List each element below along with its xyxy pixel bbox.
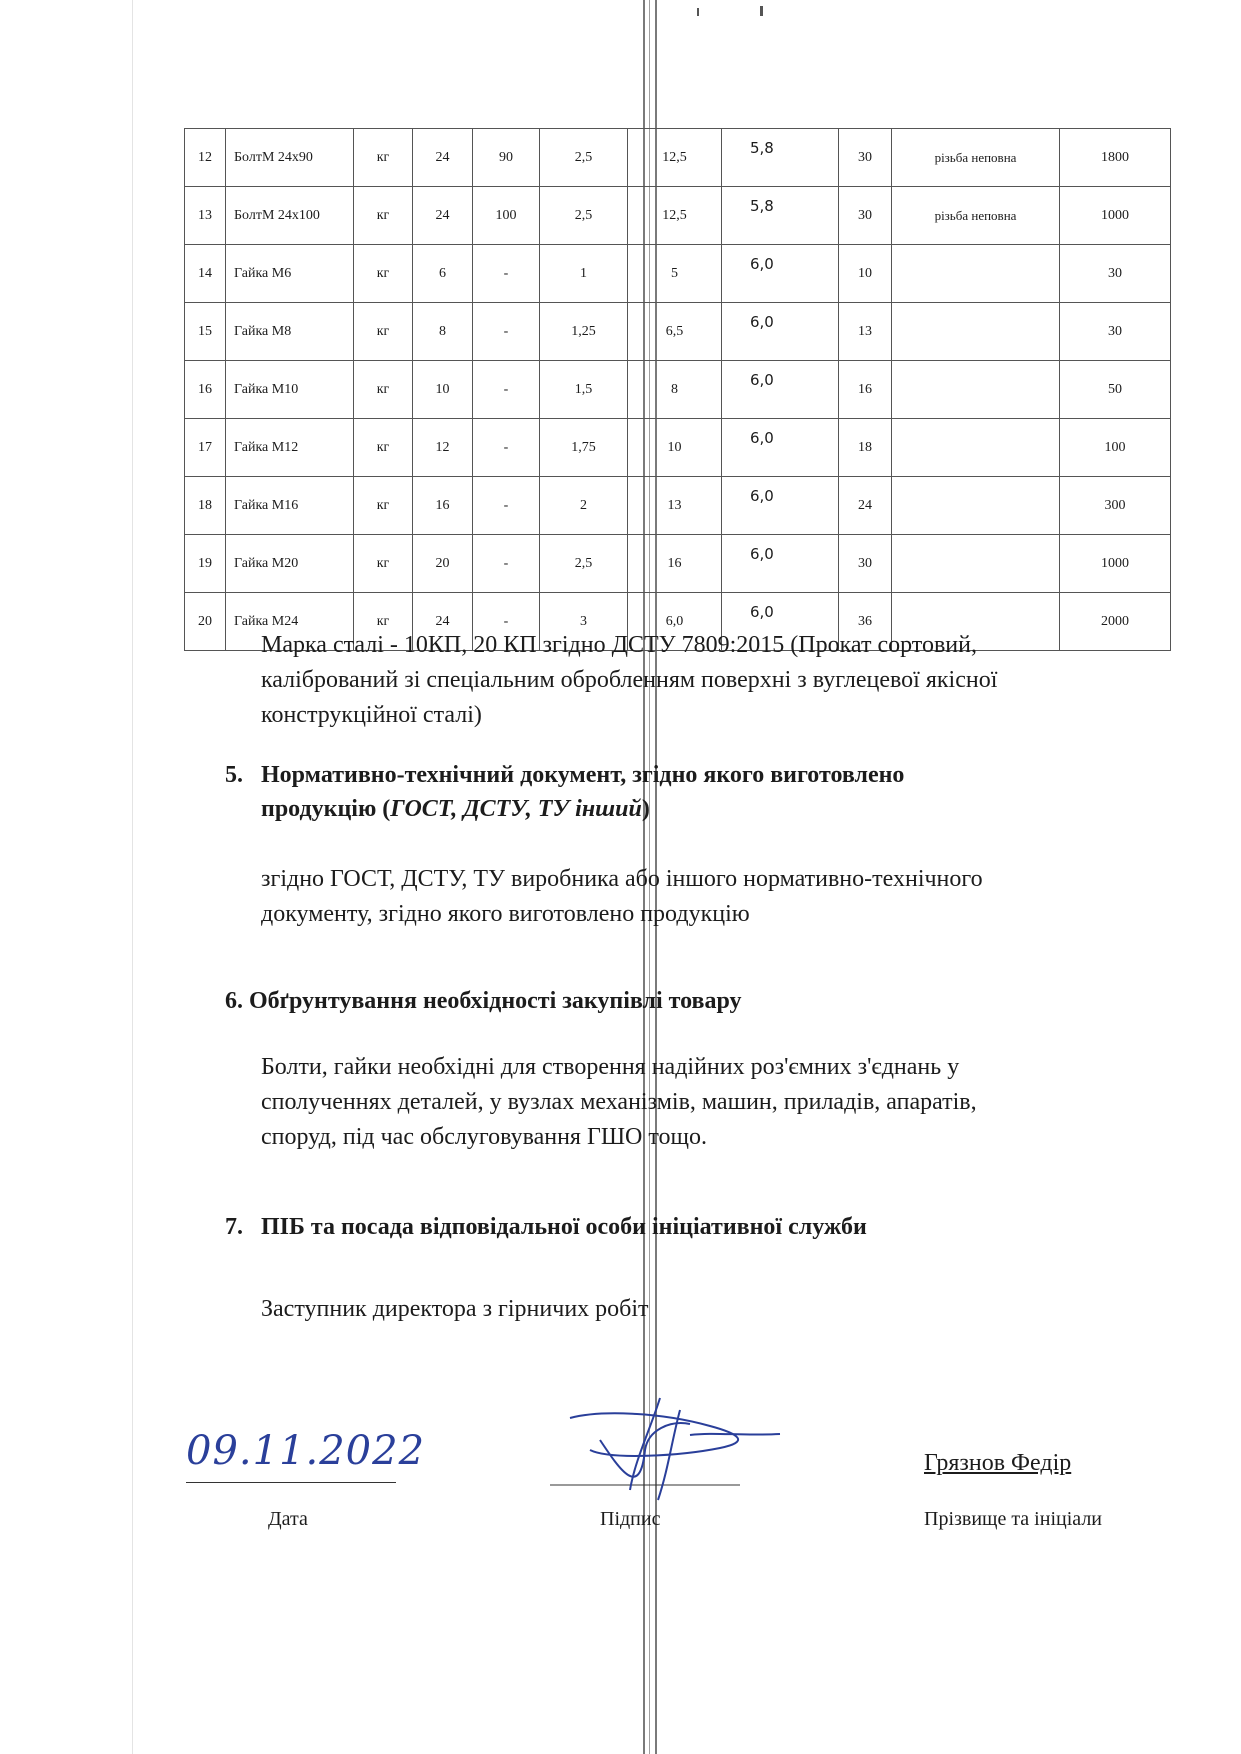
cell-note bbox=[892, 361, 1060, 419]
body-line: споруд, під час обслуговування ГШО тощо. bbox=[261, 1124, 708, 1150]
cell-head: 12,5 bbox=[628, 129, 722, 187]
cell-name: БолтМ 24х90 bbox=[226, 129, 354, 187]
cell-len: - bbox=[473, 593, 540, 651]
table-row bbox=[185, 187, 1171, 245]
cell-len: - bbox=[473, 303, 540, 361]
cell-unit: кг bbox=[354, 593, 413, 651]
cell-qty: 30 bbox=[1060, 303, 1171, 361]
cell-note bbox=[892, 535, 1060, 593]
cell-no: 16 bbox=[185, 361, 226, 419]
cell-strength: 6,0 bbox=[722, 245, 839, 303]
cell-qty: 100 bbox=[1060, 419, 1171, 477]
cell-pitch: 3 bbox=[540, 593, 628, 651]
cell-pitch: 2,5 bbox=[540, 129, 628, 187]
cell-qty: 2000 bbox=[1060, 593, 1171, 651]
signatory-name: Грязнов Федір bbox=[924, 1450, 1072, 1476]
cell-note bbox=[892, 477, 1060, 535]
cell-name: Гайка М16 bbox=[226, 477, 354, 535]
body-line: сполученнях деталей, у вузлах механізмів, машин, приладів, апаратів, bbox=[261, 1089, 977, 1115]
cell-d: 12 bbox=[413, 419, 473, 477]
cell-key: 16 bbox=[839, 361, 892, 419]
section-title-line: Нормативно-технічний документ, згідно якого виготовлено bbox=[261, 762, 905, 788]
cell-name: БолтМ 24х100 bbox=[226, 187, 354, 245]
section-title: Обґрунтування необхідності закупівлі товару bbox=[249, 988, 742, 1014]
spec-table bbox=[184, 128, 1171, 651]
cell-strength: 5,8 bbox=[722, 187, 839, 245]
scan-speck bbox=[697, 8, 699, 16]
signature-label: Підпис bbox=[600, 1508, 661, 1530]
cell-d: 24 bbox=[413, 187, 473, 245]
cell-len: - bbox=[473, 477, 540, 535]
cell-head: 16 bbox=[628, 535, 722, 593]
cell-pitch: 2,5 bbox=[540, 535, 628, 593]
handwritten-date: 09.11.2022 bbox=[186, 1428, 426, 1474]
section-title-line: продукцію (ГОСТ, ДСТУ, ТУ інший) bbox=[261, 796, 650, 822]
cell-name: Гайка М24 bbox=[226, 593, 354, 651]
cell-d: 24 bbox=[413, 593, 473, 651]
body-line: Болти, гайки необхідні для створення надійних роз'ємних з'єднань у bbox=[261, 1054, 960, 1080]
cell-strength: 6,0 bbox=[722, 419, 839, 477]
cell-no: 12 bbox=[185, 129, 226, 187]
cell-no: 20 bbox=[185, 593, 226, 651]
cell-pitch: 2,5 bbox=[540, 187, 628, 245]
section-7-heading bbox=[225, 1210, 867, 1244]
page-edge-shadow bbox=[132, 0, 133, 1754]
section-number: 7. bbox=[225, 1214, 243, 1240]
cell-note: різьба неповна bbox=[892, 129, 1060, 187]
cell-d: 10 bbox=[413, 361, 473, 419]
cell-strength: 5,8 bbox=[722, 129, 839, 187]
cell-no: 17 bbox=[185, 419, 226, 477]
cell-unit: кг bbox=[354, 477, 413, 535]
cell-head: 5 bbox=[628, 245, 722, 303]
section-5-body bbox=[261, 862, 1161, 932]
body-line: згідно ГОСТ, ДСТУ, ТУ виробника або іншого нормативно-технічного bbox=[261, 866, 983, 892]
cell-head: 6,0 bbox=[628, 593, 722, 651]
cell-key: 36 bbox=[839, 593, 892, 651]
cell-len: 100 bbox=[473, 187, 540, 245]
cell-note bbox=[892, 245, 1060, 303]
cell-d: 24 bbox=[413, 129, 473, 187]
cell-key: 24 bbox=[839, 477, 892, 535]
cell-name: Гайка М12 bbox=[226, 419, 354, 477]
cell-pitch: 1,5 bbox=[540, 361, 628, 419]
section-title: ПІБ та посада відповідальної особи ініціативної служби bbox=[261, 1214, 867, 1240]
table-row bbox=[185, 419, 1171, 477]
name-label: Прізвище та ініціали bbox=[924, 1508, 1102, 1530]
cell-key: 18 bbox=[839, 419, 892, 477]
cell-pitch: 1 bbox=[540, 245, 628, 303]
cell-len: - bbox=[473, 361, 540, 419]
table-row bbox=[185, 477, 1171, 535]
steel-grade-note bbox=[261, 628, 1161, 733]
cell-key: 30 bbox=[839, 535, 892, 593]
steel-note-line: калібрований зі спеціальним обробленням поверхні з вуглецевої якісної bbox=[261, 667, 998, 693]
cell-pitch: 1,75 bbox=[540, 419, 628, 477]
cell-strength: 6,0 bbox=[722, 593, 839, 651]
cell-no: 18 bbox=[185, 477, 226, 535]
cell-name: Гайка М10 bbox=[226, 361, 354, 419]
cell-d: 6 bbox=[413, 245, 473, 303]
cell-d: 20 bbox=[413, 535, 473, 593]
table-row bbox=[185, 129, 1171, 187]
cell-len: - bbox=[473, 419, 540, 477]
cell-unit: кг bbox=[354, 361, 413, 419]
table-row bbox=[185, 303, 1171, 361]
cell-name: Гайка М20 bbox=[226, 535, 354, 593]
scan-speck bbox=[760, 6, 763, 16]
section-5-heading bbox=[225, 758, 904, 826]
cell-no: 13 bbox=[185, 187, 226, 245]
cell-key: 30 bbox=[839, 129, 892, 187]
cell-len: - bbox=[473, 245, 540, 303]
cell-note bbox=[892, 419, 1060, 477]
cell-no: 15 bbox=[185, 303, 226, 361]
cell-head: 10 bbox=[628, 419, 722, 477]
cell-qty: 1000 bbox=[1060, 535, 1171, 593]
cell-name: Гайка М6 bbox=[226, 245, 354, 303]
body-line: документу, згідно якого виготовлено продукцію bbox=[261, 901, 750, 927]
cell-strength: 6,0 bbox=[722, 303, 839, 361]
cell-strength: 6,0 bbox=[722, 535, 839, 593]
cell-no: 14 bbox=[185, 245, 226, 303]
cell-qty: 300 bbox=[1060, 477, 1171, 535]
cell-qty: 1800 bbox=[1060, 129, 1171, 187]
cell-head: 8 bbox=[628, 361, 722, 419]
cell-strength: 6,0 bbox=[722, 361, 839, 419]
cell-no: 19 bbox=[185, 535, 226, 593]
section-6-heading bbox=[225, 984, 742, 1018]
steel-note-line: конструкційної сталі) bbox=[261, 702, 482, 728]
handwritten-signature bbox=[540, 1390, 800, 1510]
section-number: 5. bbox=[225, 762, 243, 788]
cell-len: - bbox=[473, 535, 540, 593]
table-row bbox=[185, 361, 1171, 419]
cell-unit: кг bbox=[354, 535, 413, 593]
cell-strength: 6,0 bbox=[722, 477, 839, 535]
position-title: Заступник директора з гірничих робіт bbox=[261, 1296, 649, 1322]
cell-head: 6,5 bbox=[628, 303, 722, 361]
steel-note-line: Марка сталі - 10КП, 20 КП згідно ДСТУ 7809:2015 (Прокат сортовий, bbox=[261, 632, 977, 658]
cell-key: 13 bbox=[839, 303, 892, 361]
cell-unit: кг bbox=[354, 245, 413, 303]
cell-head: 13 bbox=[628, 477, 722, 535]
section-7-body bbox=[261, 1292, 1161, 1327]
cell-head: 12,5 bbox=[628, 187, 722, 245]
cell-d: 8 bbox=[413, 303, 473, 361]
cell-qty: 1000 bbox=[1060, 187, 1171, 245]
date-underline bbox=[186, 1482, 396, 1483]
date-label: Дата bbox=[268, 1508, 308, 1530]
cell-key: 10 bbox=[839, 245, 892, 303]
cell-unit: кг bbox=[354, 187, 413, 245]
cell-unit: кг bbox=[354, 303, 413, 361]
section-6-body bbox=[261, 1050, 1161, 1155]
cell-qty: 50 bbox=[1060, 361, 1171, 419]
cell-name: Гайка М8 bbox=[226, 303, 354, 361]
table-row bbox=[185, 245, 1171, 303]
cell-unit: кг bbox=[354, 419, 413, 477]
cell-pitch: 1,25 bbox=[540, 303, 628, 361]
cell-pitch: 2 bbox=[540, 477, 628, 535]
cell-key: 30 bbox=[839, 187, 892, 245]
cell-note: різьба неповна bbox=[892, 187, 1060, 245]
section-number: 6. bbox=[225, 988, 243, 1014]
cell-len: 90 bbox=[473, 129, 540, 187]
cell-d: 16 bbox=[413, 477, 473, 535]
cell-note bbox=[892, 303, 1060, 361]
cell-qty: 30 bbox=[1060, 245, 1171, 303]
table-row bbox=[185, 535, 1171, 593]
cell-unit: кг bbox=[354, 129, 413, 187]
